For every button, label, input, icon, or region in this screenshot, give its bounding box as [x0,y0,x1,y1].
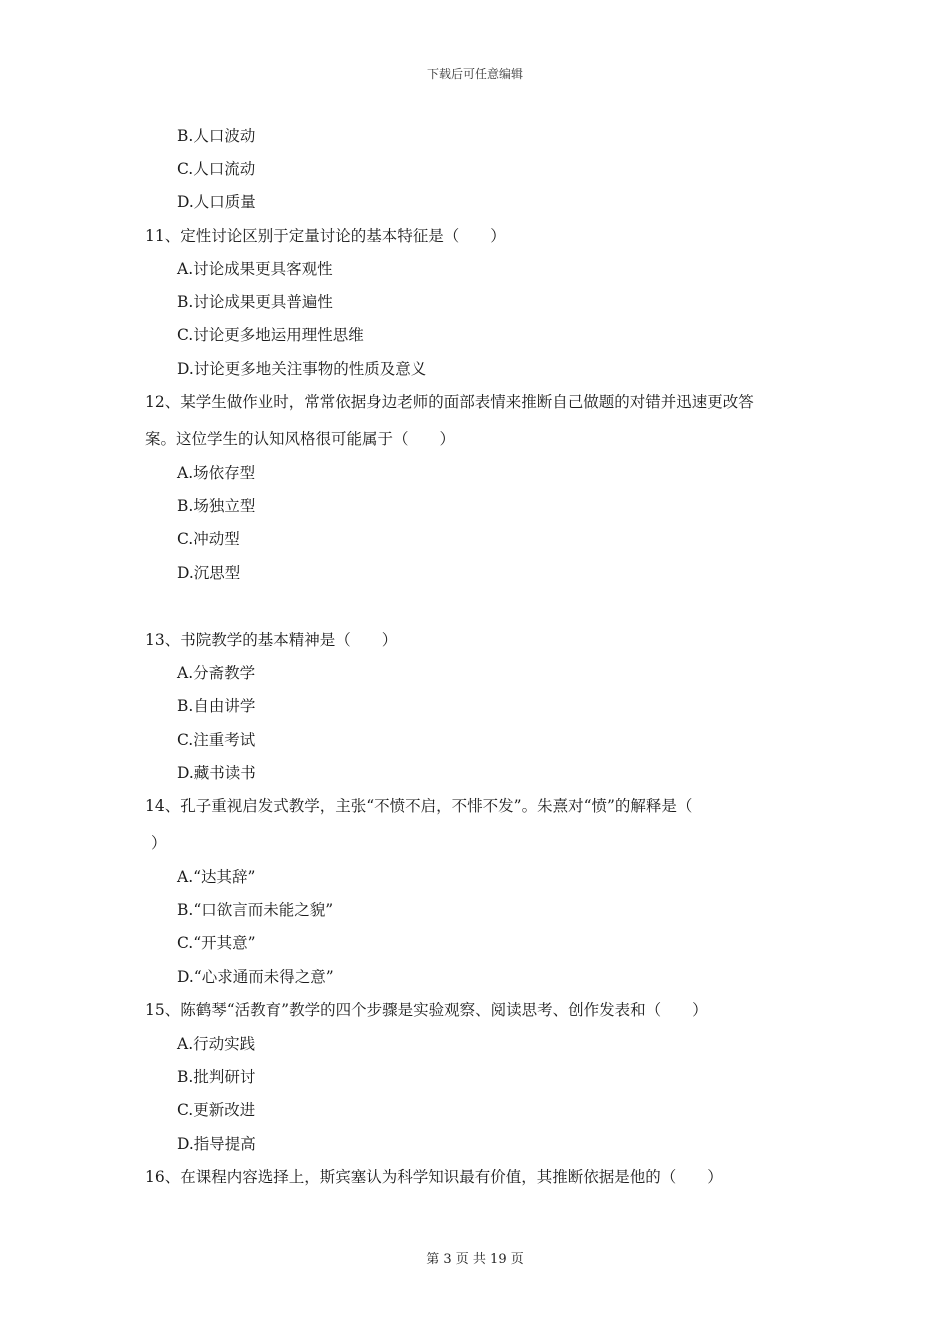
option-11b: B.讨论成果更具普遍性 [177,293,333,311]
option-12a: A.场依存型 [177,464,256,482]
option-12d: D.沉思型 [177,564,241,582]
option-13d: D.藏书读书 [177,764,256,782]
option-12b: B.场独立型 [177,497,256,515]
question-14-cont: ） [151,834,167,852]
question-13: 13、书院教学的基本精神是（ ） [145,631,398,649]
option-10c: C.人口流动 [177,160,256,178]
option-15c: C.更新改进 [177,1101,256,1119]
question-11: 11、定性讨论区别于定量讨论的基本特征是（ ） [145,227,506,245]
question-12-cont: 案。这位学生的认知风格很可能属于（ ） [145,430,456,448]
question-15: 15、陈鹤琴“活教育”教学的四个步骤是实验观察、阅读思考、创作发表和（ ） [145,1001,708,1019]
option-13a: A.分斋教学 [177,664,256,682]
option-14c: C.“开其意” [177,934,256,952]
question-16: 16、在课程内容选择上，斯宾塞认为科学知识最有价值，其推断依据是他的（ ） [145,1168,723,1186]
option-15b: B.批判研讨 [177,1068,256,1086]
question-12: 12、某学生做作业时，常常依据身边老师的面部表情来推断自己做题的对错并迅速更改答 [145,393,754,411]
option-13b: B.自由讲学 [177,697,256,715]
page-header: 下载后可任意编辑 [426,67,523,81]
page-footer: 第 3 页 共 19 页 [426,1252,524,1267]
option-15a: A.行动实践 [177,1035,256,1053]
option-10b: B.人口波动 [177,127,256,145]
question-14: 14、孔子重视启发式教学，主张“不愤不启，不悱不发”。朱熹对“愤”的解释是（ [145,797,693,815]
option-10d: D.人口质量 [177,193,256,211]
option-14a: A.“达其辞” [177,868,256,886]
option-14d: D.“心求通而未得之意” [177,968,334,986]
option-12c: C.冲动型 [177,530,240,548]
option-11c: C.讨论更多地运用理性思维 [177,326,364,344]
option-11d: D.讨论更多地关注事物的性质及意义 [177,360,427,378]
option-15d: D.指导提高 [177,1135,256,1153]
option-11a: A.讨论成果更具客观性 [177,260,333,278]
option-13c: C.注重考试 [177,731,256,749]
option-14b: B.“口欲言而未能之貌” [177,901,334,919]
